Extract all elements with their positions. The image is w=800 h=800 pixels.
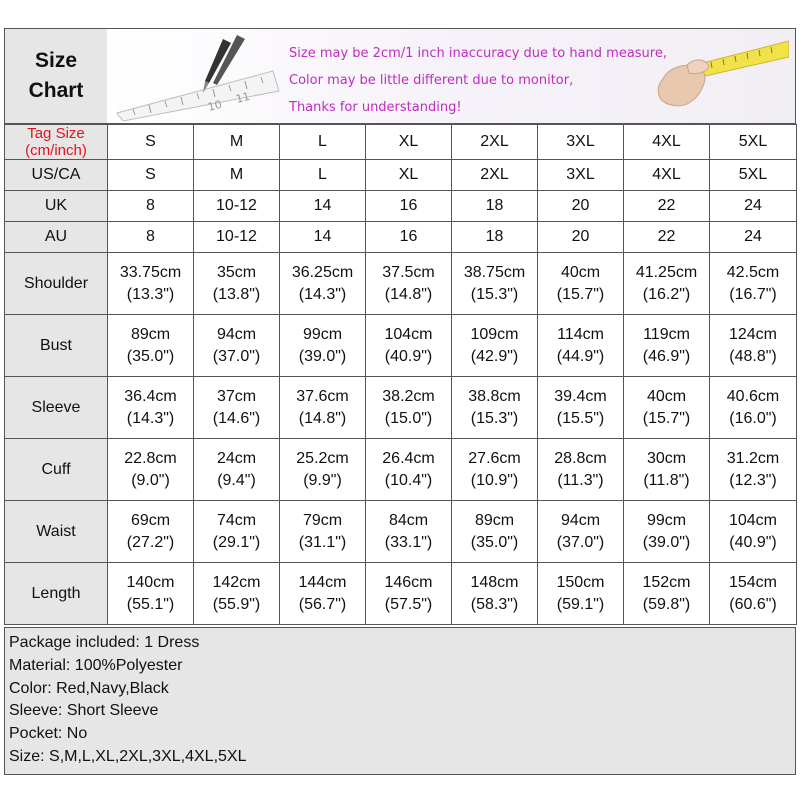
region-size-cell: 24 xyxy=(710,222,797,253)
measurement-cm: 40cm xyxy=(560,263,601,281)
measurement-inch: (11.3") xyxy=(557,471,604,489)
measurement-cm: 41.25cm xyxy=(635,263,698,281)
measurement-label: Length xyxy=(5,563,108,625)
measurement-cm: 24cm xyxy=(216,449,257,467)
info-package: Package included: 1 Dress xyxy=(9,634,200,651)
measurement-inch: (16.7") xyxy=(729,285,777,303)
measurement-cell xyxy=(538,377,624,439)
measurement-inch: (58.3") xyxy=(470,595,519,613)
measurement-cm: 38.8cm xyxy=(468,387,521,405)
tag-size-label xyxy=(5,125,107,159)
measurement-cm: 35cm xyxy=(216,263,257,281)
measurement-cm: 37.5cm xyxy=(382,263,435,281)
measurement-inch: (46.9") xyxy=(642,347,691,365)
region-size-cell: 18 xyxy=(452,191,538,222)
measurement-cell xyxy=(194,501,280,563)
measurement-inch: (55.9") xyxy=(212,595,261,613)
measurement-cm: 40.6cm xyxy=(726,387,780,405)
measurement-cell xyxy=(710,377,797,439)
measurement-inch: (31.1") xyxy=(298,533,347,551)
measurement-inch: (9.0") xyxy=(131,471,170,489)
product-info xyxy=(4,627,796,775)
measurement-inch: (10.4") xyxy=(384,471,433,489)
measurement-cell xyxy=(452,563,538,625)
measurement-cell xyxy=(108,501,194,563)
measurement-cell xyxy=(452,315,538,377)
measurement-inch: (16.0") xyxy=(729,409,777,427)
measurement-cm: 104cm xyxy=(384,325,433,343)
measurement-cm: 140cm xyxy=(126,573,175,591)
measurement-cell xyxy=(194,563,280,625)
tag-size-header xyxy=(5,125,108,160)
measurement-row xyxy=(5,439,797,501)
region-size-cell: 24 xyxy=(710,191,797,222)
tag-size-cell: 2XL xyxy=(452,125,538,160)
region-size-cell: 16 xyxy=(366,191,452,222)
measurement-inch: (12.3") xyxy=(729,471,777,489)
measurement-cm: 150cm xyxy=(556,573,605,591)
tag-size-label-line1: Tag Size xyxy=(27,125,85,142)
region-size-cell: M xyxy=(194,160,280,191)
measurement-inch: (29.1") xyxy=(212,533,261,551)
measurement-inch: (15.3") xyxy=(470,285,519,303)
measurement-cm: 74cm xyxy=(216,511,257,529)
region-size-cell: 18 xyxy=(452,222,538,253)
measurement-cell xyxy=(538,501,624,563)
ruler-tick-10: 10 xyxy=(206,97,224,114)
region-size-cell: 20 xyxy=(538,222,624,253)
measurement-inch: (35.0") xyxy=(470,533,519,551)
measurement-row xyxy=(5,315,797,377)
measurement-cm: 119cm xyxy=(643,325,690,343)
info-sleeve: Sleeve: Short Sleeve xyxy=(9,702,159,720)
measurement-inch: (15.7") xyxy=(642,409,691,427)
region-size-cell: 14 xyxy=(280,191,366,222)
measurement-label: Sleeve xyxy=(5,377,108,439)
info-sizes: Size: S,M,L,XL,2XL,3XL,4XL,5XL xyxy=(9,747,247,765)
measurement-label: Waist xyxy=(5,501,108,563)
measurement-inch: (60.6") xyxy=(729,595,777,613)
measurement-inch: (48.8") xyxy=(729,347,777,365)
measurement-inch: (15.3") xyxy=(470,409,519,427)
measurement-cm: 146cm xyxy=(384,573,433,591)
region-size-cell: 3XL xyxy=(538,160,624,191)
measurement-cm: 94cm xyxy=(216,325,257,343)
measurement-cm: 152cm xyxy=(642,573,691,591)
measurement-cell xyxy=(108,253,194,315)
measurement-cm: 109cm xyxy=(470,325,519,343)
measurement-cell xyxy=(280,315,366,377)
measurement-inch: (14.6") xyxy=(212,409,261,427)
measurement-inch: (11.8") xyxy=(643,471,690,489)
measurement-cell xyxy=(710,563,797,625)
measurement-cm: 94cm xyxy=(560,511,601,529)
measurement-cm: 22.8cm xyxy=(124,449,177,467)
measurement-cm: 148cm xyxy=(470,573,519,591)
measurement-label: Bust xyxy=(5,315,108,377)
measurement-cm: 144cm xyxy=(298,573,347,591)
measurement-cell xyxy=(538,563,624,625)
tag-size-label-line2: (cm/inch) xyxy=(25,142,87,159)
measurement-cell xyxy=(710,253,797,315)
region-size-cell: 8 xyxy=(108,222,194,253)
measurement-cell xyxy=(280,439,366,501)
measurement-cm: 79cm xyxy=(302,511,343,529)
measurement-cell xyxy=(194,253,280,315)
measurement-cell xyxy=(108,315,194,377)
measurement-inch: (14.3") xyxy=(298,285,347,303)
measurement-cell xyxy=(280,563,366,625)
measurement-inch: (14.8") xyxy=(298,409,347,427)
measurement-cm: 37cm xyxy=(216,387,257,405)
measurement-inch: (59.1") xyxy=(556,595,605,613)
measurement-inch: (40.9") xyxy=(729,533,777,551)
measurement-cell xyxy=(108,563,194,625)
measurement-cm: 36.25cm xyxy=(291,263,354,281)
measurement-inch: (33.1") xyxy=(384,533,433,551)
measurement-row xyxy=(5,377,797,439)
info-color: Color: Red,Navy,Black xyxy=(9,679,169,697)
measurement-inch: (16.2") xyxy=(642,285,691,303)
measurement-cm: 25.2cm xyxy=(296,449,349,467)
tag-size-cell: 5XL xyxy=(710,125,797,160)
measurement-cm: 104cm xyxy=(728,511,778,529)
region-row xyxy=(5,160,797,191)
region-size-cell: 5XL xyxy=(710,160,797,191)
measurement-inch: (9.4") xyxy=(217,471,256,489)
info-material: Material: 100%Polyester xyxy=(9,656,183,674)
measurement-cm: 37.6cm xyxy=(296,387,349,405)
measurement-cell xyxy=(366,253,452,315)
measurement-cm: 40cm xyxy=(646,387,687,405)
region-label: US/CA xyxy=(5,160,108,191)
measurement-cell xyxy=(452,501,538,563)
ruler-and-pen-icon xyxy=(113,31,283,121)
measurement-cell xyxy=(366,439,452,501)
tag-size-cell: S xyxy=(108,125,194,160)
measurement-cell xyxy=(624,501,710,563)
tag-size-cell: XL xyxy=(366,125,452,160)
measurement-inch: (35.0") xyxy=(126,347,175,365)
measurement-cm: 38.75cm xyxy=(463,263,526,281)
region-size-cell: 14 xyxy=(280,222,366,253)
measurement-cell xyxy=(624,563,710,625)
measurement-cell xyxy=(366,315,452,377)
note-thanks: Thanks for understanding! xyxy=(289,100,462,115)
measurement-inch: (10.9") xyxy=(470,471,519,489)
region-size-cell: 22 xyxy=(624,191,710,222)
region-size-cell: XL xyxy=(366,160,452,191)
measurement-cm: 89cm xyxy=(130,325,171,343)
measurement-cell xyxy=(538,439,624,501)
measurement-inch: (37.0") xyxy=(556,533,605,551)
measurement-cell xyxy=(624,253,710,315)
measurement-cell xyxy=(624,439,710,501)
size-chart xyxy=(4,4,796,796)
measurement-inch: (14.8") xyxy=(384,285,433,303)
measurement-inch: (56.7") xyxy=(298,595,347,613)
region-label: UK xyxy=(5,191,108,222)
measurement-inch: (59.8") xyxy=(642,595,691,613)
measurement-cell xyxy=(108,377,194,439)
measurement-cell xyxy=(194,377,280,439)
tag-size-cell: 4XL xyxy=(624,125,710,160)
measurement-cell xyxy=(624,377,710,439)
measurement-cm: 99cm xyxy=(302,325,343,343)
note-color: Color may be little different due to monitor, xyxy=(289,73,574,88)
region-size-cell: 22 xyxy=(624,222,710,253)
measurement-cm: 26.4cm xyxy=(382,449,435,467)
region-size-cell: 2XL xyxy=(452,160,538,191)
measurement-inch: (13.3") xyxy=(126,285,175,303)
measurement-cell xyxy=(452,253,538,315)
measuring-tape-hand-icon xyxy=(649,35,789,119)
region-size-cell: 4XL xyxy=(624,160,710,191)
measurement-cell xyxy=(280,501,366,563)
measurement-cell xyxy=(366,563,452,625)
measurement-inch: (42.9") xyxy=(470,347,519,365)
measurement-row xyxy=(5,563,797,625)
measurement-cell xyxy=(452,377,538,439)
measurement-row xyxy=(5,253,797,315)
measurement-cell xyxy=(710,439,797,501)
tag-size-row xyxy=(5,125,797,160)
measurement-row xyxy=(5,501,797,563)
note-accuracy: Size may be 2cm/1 inch inaccuracy due to hand measure, xyxy=(289,46,667,61)
ruler-tick-11: 11 xyxy=(234,89,252,106)
measurement-inch: (9.9") xyxy=(303,471,342,489)
measurement-cell xyxy=(194,315,280,377)
tag-size-cell: M xyxy=(194,125,280,160)
measurement-cell xyxy=(194,439,280,501)
chart-header xyxy=(4,28,796,124)
measurement-inch: (55.1") xyxy=(126,595,175,613)
measurement-inch: (14.3") xyxy=(126,409,175,427)
tag-size-cell: L xyxy=(280,125,366,160)
measurement-cell xyxy=(538,253,624,315)
measurement-cm: 84cm xyxy=(388,511,429,529)
region-size-cell: 20 xyxy=(538,191,624,222)
region-row xyxy=(5,191,797,222)
measurement-cm: 36.4cm xyxy=(124,387,177,405)
measurement-cm: 124cm xyxy=(728,325,778,343)
measurement-cm: 142cm xyxy=(212,573,261,591)
region-size-cell: 8 xyxy=(108,191,194,222)
measurement-inch: (27.2") xyxy=(126,533,175,551)
measurement-cm: 27.6cm xyxy=(468,449,521,467)
measurement-notes xyxy=(107,29,795,123)
title-line-2: Chart xyxy=(28,79,84,102)
measurement-cell xyxy=(452,439,538,501)
measurement-label: Shoulder xyxy=(5,253,108,315)
measurement-cell xyxy=(710,315,797,377)
measurement-inch: (13.8") xyxy=(212,285,261,303)
measurement-label: Cuff xyxy=(5,439,108,501)
region-size-cell: 10-12 xyxy=(194,222,280,253)
measurement-inch: (39.0") xyxy=(642,533,691,551)
measurement-inch: (15.7") xyxy=(556,285,605,303)
info-pocket: Pocket: No xyxy=(9,725,88,743)
size-table xyxy=(4,124,797,625)
measurement-cm: 89cm xyxy=(474,511,515,529)
measurement-cm: 154cm xyxy=(728,573,778,591)
measurement-cm: 28.8cm xyxy=(554,449,607,467)
tag-size-cell: 3XL xyxy=(538,125,624,160)
region-row xyxy=(5,222,797,253)
measurement-cell xyxy=(366,377,452,439)
measurement-cm: 38.2cm xyxy=(382,387,435,405)
measurement-cell xyxy=(280,253,366,315)
measurement-cm: 114cm xyxy=(557,325,604,343)
size-chart-title xyxy=(5,29,108,123)
measurement-inch: (15.5") xyxy=(556,409,605,427)
measurement-inch: (44.9") xyxy=(556,347,605,365)
region-size-cell: L xyxy=(280,160,366,191)
measurement-cm: 33.75cm xyxy=(119,263,182,281)
measurement-inch: (39.0") xyxy=(298,347,347,365)
measurement-cm: 30cm xyxy=(646,449,687,467)
region-size-cell: S xyxy=(108,160,194,191)
measurement-cm: 31.2cm xyxy=(726,449,780,467)
measurement-cell xyxy=(710,501,797,563)
title-line-1: Size xyxy=(34,49,78,72)
measurement-inch: (37.0") xyxy=(212,347,261,365)
measurement-cell xyxy=(366,501,452,563)
measurement-inch: (57.5") xyxy=(384,595,433,613)
measurement-cell xyxy=(538,315,624,377)
region-size-cell: 10-12 xyxy=(194,191,280,222)
measurement-cell xyxy=(108,439,194,501)
measurement-inch: (40.9") xyxy=(384,347,433,365)
measurement-cm: 69cm xyxy=(130,511,171,529)
region-size-cell: 16 xyxy=(366,222,452,253)
measurement-cell xyxy=(280,377,366,439)
measurement-cm: 39.4cm xyxy=(554,387,607,405)
measurement-cell xyxy=(624,315,710,377)
region-label: AU xyxy=(5,222,108,253)
measurement-inch: (15.0") xyxy=(384,409,433,427)
measurement-cm: 42.5cm xyxy=(726,263,780,281)
measurement-cm: 99cm xyxy=(646,511,687,529)
